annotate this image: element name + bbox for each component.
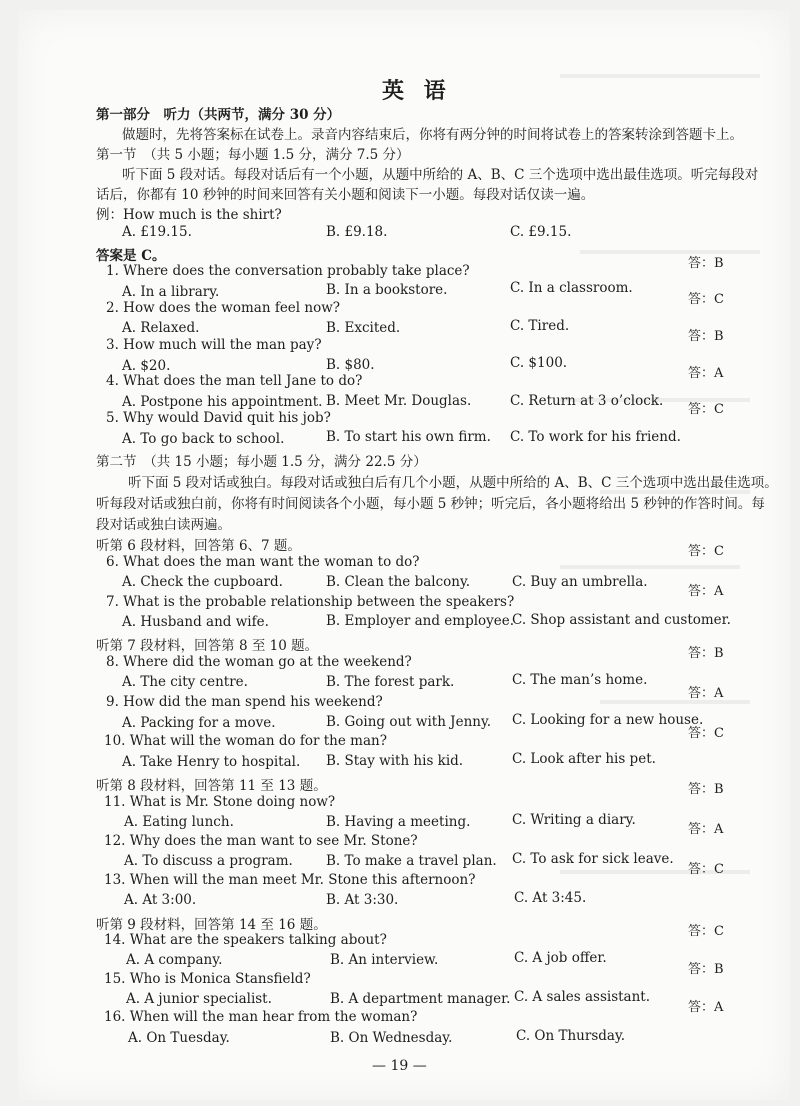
answer-key: 答：C xyxy=(688,292,724,307)
option-b: B. Employer and employee. xyxy=(326,613,515,629)
option-b: B. Having a meeting. xyxy=(326,814,471,830)
option-b: B. Going out with Jenny. xyxy=(326,714,492,730)
question-stem: 16. When will the man hear from the woman? xyxy=(104,1009,418,1025)
option-a: A. To discuss a program. xyxy=(124,853,293,869)
answer-key: 答：A xyxy=(688,366,724,381)
material-heading: 听第 8 段材料，回答第 11 至 13 题。 xyxy=(96,778,327,794)
option-c: C. On Thursday. xyxy=(516,1028,626,1044)
page-title: 英 语 xyxy=(382,78,452,104)
answer-key: 答：B xyxy=(688,256,724,271)
option-b: B. An interview. xyxy=(330,952,439,968)
option-a: A. Husband and wife. xyxy=(122,614,269,630)
option-b: B. Stay with his kid. xyxy=(326,753,464,769)
option-b: B. At 3:30. xyxy=(326,892,399,908)
answer-key: 答：C xyxy=(688,924,724,939)
option-c: C. To ask for sick leave. xyxy=(512,851,674,867)
question-stem: 14. What are the speakers talking about? xyxy=(104,932,387,948)
option-c: C. A sales assistant. xyxy=(514,989,651,1005)
option-a: A. Take Henry to hospital. xyxy=(122,754,301,770)
option-a: A. In a library. xyxy=(122,284,220,300)
part1-heading: 第一部分 听力（共两节，满分 30 分） xyxy=(96,107,341,123)
option-b: B. In a bookstore. xyxy=(326,282,448,298)
option-b: B. To make a travel plan. xyxy=(326,853,497,869)
example-option-c: C. £9.15. xyxy=(510,224,572,240)
answer-key: 答：C xyxy=(688,862,724,877)
bleed-through-mark xyxy=(600,700,750,704)
example-option-b: B. £9.18. xyxy=(326,224,388,240)
material-heading: 听第 7 段材料，回答第 8 至 10 题。 xyxy=(96,638,319,654)
bleed-through-mark xyxy=(580,250,760,254)
bleed-through-mark xyxy=(560,74,760,78)
option-b: B. A department manager. xyxy=(330,991,511,1007)
option-b: B. Clean the balcony. xyxy=(326,574,471,590)
answer-key: 答：A xyxy=(688,1000,724,1015)
question-stem: 3. How much will the man pay? xyxy=(106,337,322,353)
option-c: C. Return at 3 o’clock. xyxy=(510,393,664,409)
option-c: C. To work for his friend. xyxy=(510,429,681,445)
question-stem: 2. How does the woman feel now? xyxy=(106,300,341,316)
question-stem: 6. What does the man want the woman to do? xyxy=(106,554,420,570)
option-c: C. The man’s home. xyxy=(512,672,648,688)
answer-key: 答：B xyxy=(688,782,724,797)
question-stem: 15. Who is Monica Stansfield? xyxy=(104,971,311,987)
answer-key: 答：C xyxy=(688,544,724,559)
question-stem: 1. Where does the conversation probably take place? xyxy=(106,263,470,279)
option-a: A. At 3:00. xyxy=(124,892,197,908)
section2-instruction: 听下面 5 段对话或独白。每段对话或独白后有几个小题，从题中所给的 A、B、C 三个选项中选出最佳选项。 xyxy=(128,475,778,491)
answer-key: 答：A xyxy=(688,584,724,599)
option-a: A. On Tuesday. xyxy=(128,1030,230,1046)
option-c: C. $100. xyxy=(510,355,568,371)
option-a: A. Postpone his appointment. xyxy=(122,394,323,410)
answer-key: 答：C xyxy=(688,402,724,417)
section1-instruction: 话后，你都有 10 秒钟的时间来回答有关小题和阅读下一小题。每段对话仅读一遍。 xyxy=(96,187,595,203)
answer-key: 答：B xyxy=(688,962,724,977)
option-b: B. Excited. xyxy=(326,320,401,336)
question-stem: 12. Why does the man want to see Mr. Stone? xyxy=(104,833,418,849)
section2-instruction: 段对话或独白读两遍。 xyxy=(96,517,231,533)
answer-key: 答：A xyxy=(688,822,724,837)
option-b: B. Meet Mr. Douglas. xyxy=(326,393,472,409)
option-b: B. On Wednesday. xyxy=(330,1030,453,1046)
answer-key: 答：B xyxy=(688,329,724,344)
material-heading: 听第 9 段材料，回答第 14 至 16 题。 xyxy=(96,917,327,933)
question-stem: 10. What will the woman do for the man? xyxy=(104,733,387,749)
section1-heading: 第一节 （共 5 小题；每小题 1.5 分，满分 7.5 分） xyxy=(96,147,410,163)
question-stem: 13. When will the man meet Mr. Stone this afternoon? xyxy=(104,872,476,888)
option-a: A. Check the cupboard. xyxy=(122,574,283,590)
option-a: A. $20. xyxy=(122,358,171,374)
page-number: — 19 — xyxy=(372,1058,427,1074)
bleed-through-mark xyxy=(560,565,740,569)
option-a: A. Packing for a move. xyxy=(122,715,276,731)
answer-key: 答：B xyxy=(688,646,724,661)
option-a: A. The city centre. xyxy=(122,674,248,690)
question-stem: 11. What is Mr. Stone doing now? xyxy=(104,794,336,810)
option-b: B. The forest park. xyxy=(326,674,455,690)
option-b: B. To start his own firm. xyxy=(326,429,491,445)
option-a: A. Relaxed. xyxy=(122,320,200,336)
option-a: A. To go back to school. xyxy=(122,431,285,447)
example-question: 例：How much is the shirt? xyxy=(96,207,282,223)
answer-key: 答：A xyxy=(688,686,724,701)
part1-instruction: 做题时，先将答案标在试卷上。录音内容结束后，你将有两分钟的时间将试卷上的答案转涂到答题卡上。 xyxy=(122,127,743,143)
example-answer: 答案是 C。 xyxy=(96,248,166,264)
option-c: C. In a classroom. xyxy=(510,280,633,296)
question-stem: 8. Where did the woman go at the weekend? xyxy=(106,654,412,670)
option-c: C. At 3:45. xyxy=(514,890,587,906)
section2-heading: 第二节 （共 15 小题；每小题 1.5 分，满分 22.5 分） xyxy=(96,454,427,470)
option-b: B. $80. xyxy=(326,357,375,373)
question-stem: 7. What is the probable relationship between the speakers? xyxy=(106,594,515,610)
section1-instruction: 听下面 5 段对话。每段对话后有一个小题，从题中所给的 A、B、C 三个选项中选出最佳选项。听完每段对 xyxy=(122,167,759,183)
option-c: C. Looking for a new house. xyxy=(512,712,704,728)
question-stem: 4. What does the man tell Jane to do? xyxy=(106,373,363,389)
option-a: A. Eating lunch. xyxy=(124,814,234,830)
question-stem: 5. Why would David quit his job? xyxy=(106,410,331,426)
question-stem: 9. How did the man spend his weekend? xyxy=(106,694,383,710)
option-c: C. Tired. xyxy=(510,318,570,334)
option-c: C. Shop assistant and customer. xyxy=(512,612,731,628)
section2-instruction: 听每段对话或独白前，你将有时间阅读各个小题，每小题 5 秒钟；听完后，各小题将给出 5 秒钟的作答时间。每 xyxy=(96,496,765,512)
answer-key: 答：C xyxy=(688,726,724,741)
option-c: C. Writing a diary. xyxy=(512,812,636,828)
option-a: A. A company. xyxy=(126,952,223,968)
option-c: C. Buy an umbrella. xyxy=(512,574,648,590)
option-c: C. Look after his pet. xyxy=(512,751,656,767)
option-c: C. A job offer. xyxy=(514,950,607,966)
material-heading: 听第 6 段材料，回答第 6、7 题。 xyxy=(96,538,301,554)
option-a: A. A junior specialist. xyxy=(126,991,272,1007)
example-option-a: A. £19.15. xyxy=(122,224,192,240)
